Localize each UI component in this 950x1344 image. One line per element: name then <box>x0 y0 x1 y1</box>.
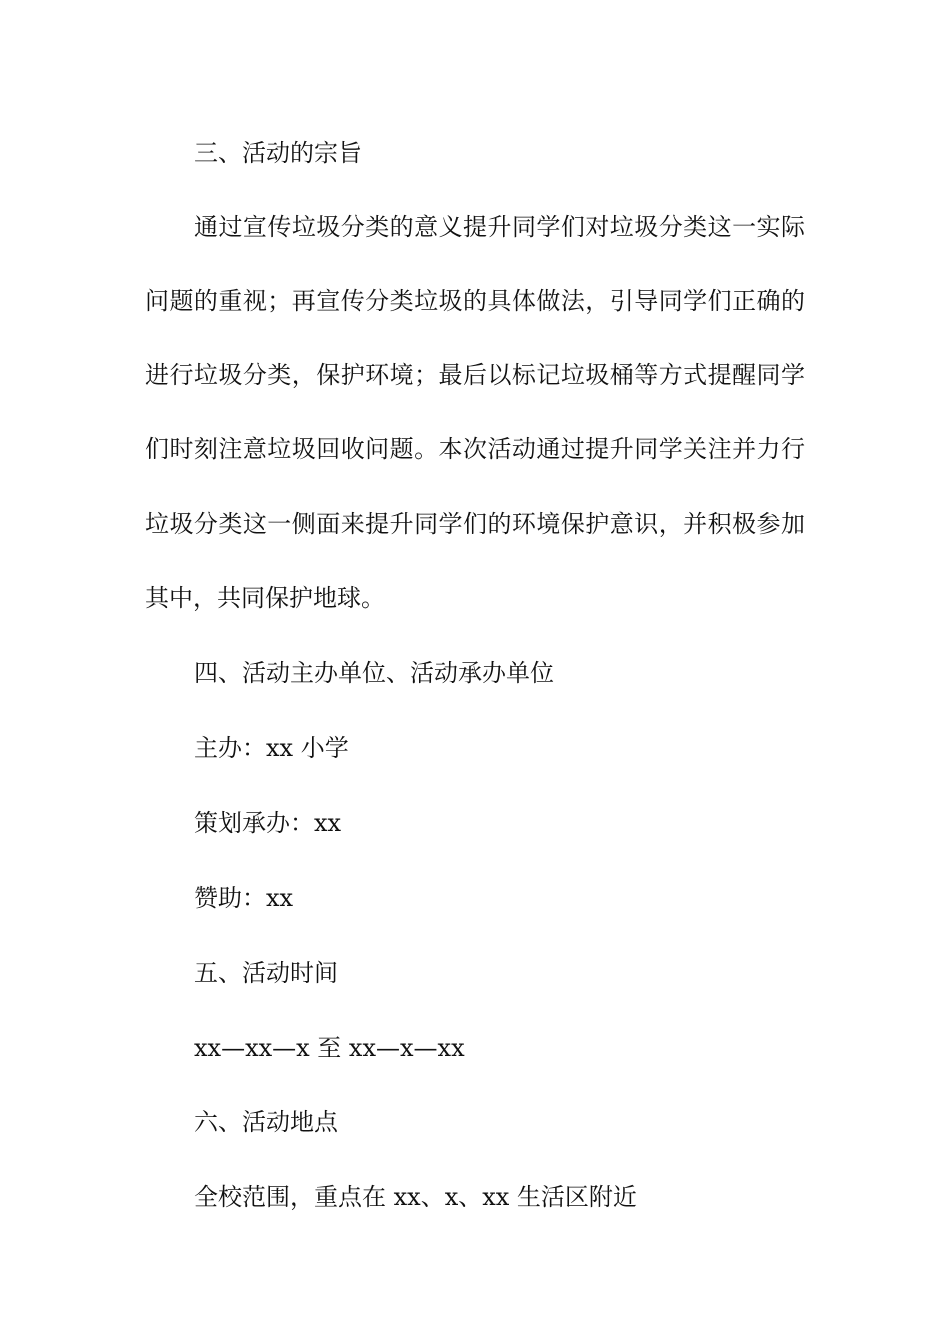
section-heading-time: 五、活动时间 <box>194 959 338 987</box>
time-value: xx—xx—x 至 xx—x—xx <box>194 1034 465 1062</box>
paragraph-line: 进行垃圾分类，保护环境；最后以标记垃圾桶等方式提醒同学 <box>145 361 805 389</box>
sponsor-line: 赞助：xx <box>194 884 294 912</box>
planner-line: 策划承办：xx <box>194 809 342 837</box>
paragraph-line: 其中，共同保护地球。 <box>145 584 385 612</box>
paragraph-line: 通过宣传垃圾分类的意义提升同学们对垃圾分类这一实际 <box>194 213 805 241</box>
paragraph-line: 们时刻注意垃圾回收问题。本次活动通过提升同学关注并力行 <box>145 435 805 463</box>
section-heading-location: 六、活动地点 <box>194 1108 338 1136</box>
paragraph-line: 问题的重视；再宣传分类垃圾的具体做法，引导同学们正确的 <box>145 287 805 315</box>
paragraph-line: 垃圾分类这一侧面来提升同学们的环境保护意识，并积极参加 <box>145 510 805 538</box>
section-heading-purpose: 三、活动的宗旨 <box>194 139 362 167</box>
section-heading-organizers: 四、活动主办单位、活动承办单位 <box>194 659 554 687</box>
location-value: 全校范围，重点在 xx、x、xx 生活区附近 <box>194 1183 637 1211</box>
host-line: 主办：xx 小学 <box>194 734 349 762</box>
